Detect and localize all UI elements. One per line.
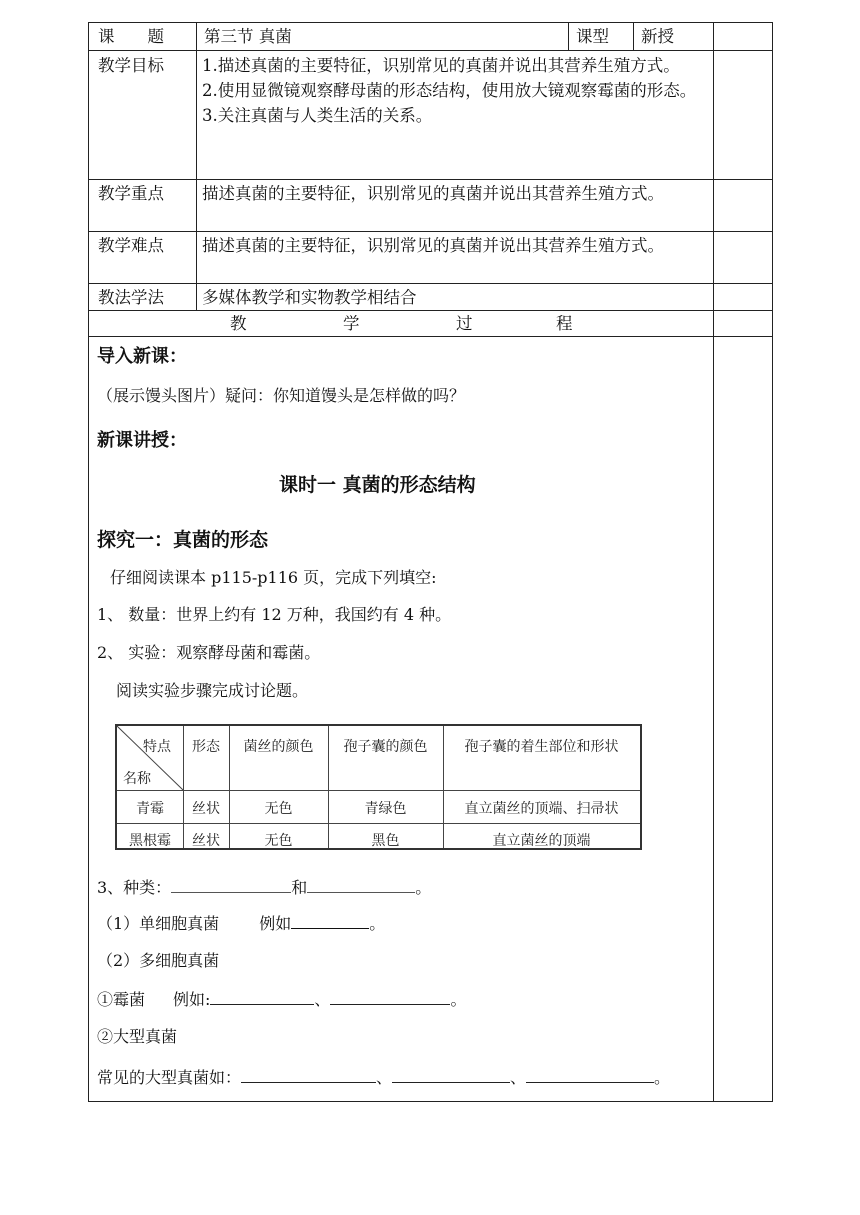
sub-1-label: （1）单细胞真菌 [97, 914, 220, 933]
item-3-end: 。 [415, 878, 432, 897]
blank-field[interactable] [171, 876, 291, 893]
large-sep: 、 [376, 1068, 393, 1087]
blank-field[interactable] [210, 988, 314, 1005]
mold-sep: 、 [314, 990, 331, 1009]
row-divider [88, 179, 773, 180]
item-3-and: 和 [291, 878, 308, 897]
blank-field[interactable] [291, 912, 369, 929]
item-3 [97, 876, 431, 899]
explore-heading: 探究一：真菌的形态 [97, 529, 269, 551]
process-title-char: 过 [456, 314, 473, 333]
table-cell: 青绿色 [364, 801, 407, 817]
row-divider [88, 50, 773, 51]
type-label: 课型 [576, 27, 609, 46]
sub-2: （2）多细胞真菌 [97, 951, 220, 970]
blank-field[interactable] [392, 1066, 510, 1083]
item-2-sub: 阅读实验步骤完成讨论题。 [116, 681, 309, 700]
lesson-title: 课时一 真菌的形态结构 [279, 474, 476, 496]
process-title-char: 教 [230, 314, 247, 333]
large-label: ②大型真菌 [97, 1027, 178, 1046]
blank-field[interactable] [330, 988, 450, 1005]
objectives-label: 教学目标 [98, 56, 164, 75]
new-lesson-heading: 新课讲授： [97, 430, 187, 451]
row-divider [88, 231, 773, 232]
large-end: 。 [654, 1068, 671, 1087]
key-points-label: 教学重点 [98, 184, 164, 203]
blank-field[interactable] [526, 1066, 654, 1083]
corner-top-label: 特点 [143, 739, 171, 755]
table-cell: 丝状 [192, 801, 220, 817]
table-grid-line [117, 790, 640, 791]
row-divider [88, 310, 773, 311]
table-cell: 无色 [264, 801, 293, 817]
lesson-plan-sheet [88, 22, 773, 1102]
border-top [88, 22, 773, 23]
objective-item: 1.描述真菌的主要特征，识别常见的真菌并说出其营养生殖方式。 [202, 56, 680, 75]
table-cell: 无色 [264, 833, 293, 849]
mold-end: 。 [450, 990, 467, 1009]
item-1: 1、 数量：世界上约有 12 万种，我国约有 4 种。 [97, 605, 452, 624]
table-row-name: 黑根霉 [129, 833, 171, 849]
topic-value: 第三节 真菌 [204, 27, 292, 46]
blank-field[interactable] [307, 876, 415, 893]
objective-item: 3.关注真菌与人类生活的关系。 [202, 106, 433, 125]
table-header: 形态 [192, 739, 220, 755]
mold-line [97, 988, 466, 1011]
large-line [97, 1066, 670, 1089]
intro-heading: 导入新课： [97, 346, 187, 367]
header-divider [568, 22, 569, 50]
table-grid-line [117, 823, 640, 824]
border-bottom [88, 1101, 773, 1102]
intro-text: （展示馒头图片）疑问：你知道馒头是怎样做的吗？ [97, 386, 466, 405]
objectives-list [202, 53, 707, 128]
table-header: 孢子囊的着生部位和形状 [464, 739, 619, 755]
table-cell: 黑色 [371, 833, 400, 849]
large-sep: 、 [510, 1068, 527, 1087]
border-left [88, 22, 89, 1102]
large-text: 常见的大型真菌如： [97, 1068, 242, 1087]
margin-column-divider [713, 22, 714, 1102]
difficult-points-text: 描述真菌的主要特征，识别常见的真菌并说出其营养生殖方式。 [202, 236, 664, 255]
table-header: 孢子囊的颜色 [343, 739, 428, 755]
mold-example: 例如: [173, 990, 211, 1009]
row-divider [88, 283, 773, 284]
table-row-name: 青霉 [136, 801, 164, 817]
topic-label: 课 题 [98, 27, 164, 46]
sub-1-example: 例如 [259, 914, 292, 933]
read-instruction: 仔细阅读课本 p115-p116 页，完成下列填空: [110, 568, 437, 587]
border-right [772, 22, 773, 1102]
table-cell: 直立菌丝的顶端 [492, 833, 591, 849]
objective-item: 2.使用显微镜观察酵母菌的形态结构，使用放大镜观察霉菌的形态。 [202, 81, 697, 100]
label-column-divider [196, 22, 197, 310]
item-3-prefix: 3、种类： [97, 878, 172, 897]
row-divider [88, 336, 773, 337]
item-2: 2、 实验：观察酵母菌和霉菌。 [97, 643, 321, 662]
corner-bottom-label: 名称 [123, 771, 151, 787]
difficult-points-label: 教学难点 [98, 236, 164, 255]
fungi-comparison-table [115, 724, 642, 850]
blank-field[interactable] [241, 1066, 376, 1083]
header-divider [633, 22, 634, 50]
process-title-char: 程 [556, 314, 573, 333]
process-title-char: 学 [343, 314, 360, 333]
mold-label: ①霉菌 [97, 990, 146, 1009]
table-header: 菌丝的颜色 [243, 739, 314, 755]
methods-label: 教法学法 [98, 288, 164, 307]
sub-1 [97, 912, 385, 935]
methods-text: 多媒体教学和实物教学相结合 [202, 288, 417, 307]
type-value: 新授 [641, 27, 674, 46]
table-cell: 丝状 [192, 833, 220, 849]
table-cell: 直立菌丝的顶端、扫帚状 [464, 801, 619, 817]
sub-1-end: 。 [369, 914, 386, 933]
key-points-text: 描述真菌的主要特征，识别常见的真菌并说出其营养生殖方式。 [202, 184, 664, 203]
